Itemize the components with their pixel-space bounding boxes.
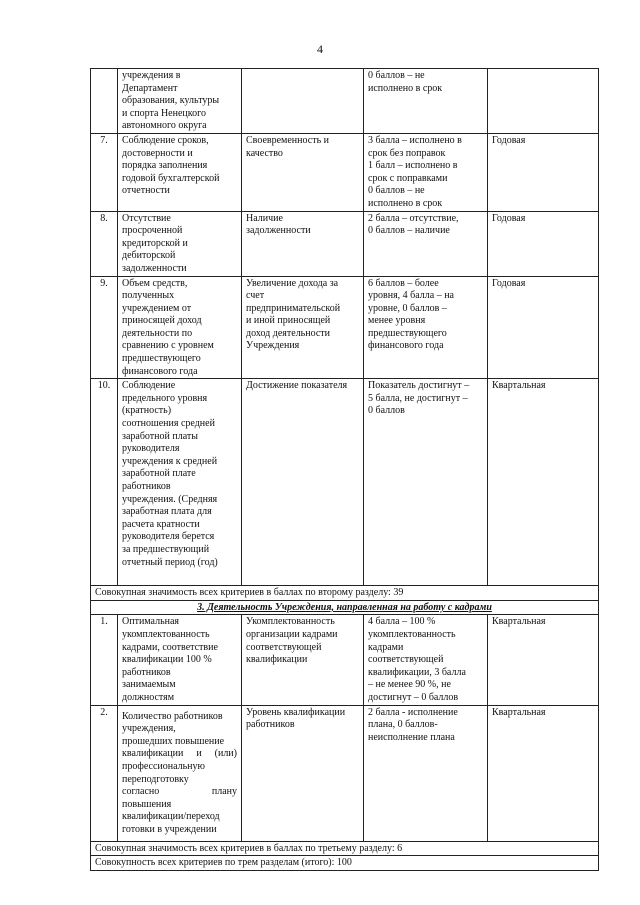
period-cell [488,69,599,134]
score-cell: 2 балла - исполнение плана, 0 баллов- неисполнение плана [364,705,488,841]
row-number: 7. [91,133,118,211]
summary-row [91,856,599,871]
section-title-row [91,600,599,615]
criterion-cell: Отсутствие просроченной кредиторской и дебиторской задолженности [118,211,242,276]
row-number: 2. [91,705,118,841]
criterion-line: учреждения, [122,723,176,735]
criterion-cell [118,705,242,841]
total-summary: Совокупность всех критериев по трем разделам (итого): 100 [91,856,599,871]
period-cell: Годовая [488,276,599,379]
score-cell: 3 балла – исполнено в срок без поправок 1 балл – исполнено в срок с поправками 0 баллов – не исполнено в срок [364,133,488,211]
criteria-table [90,68,599,871]
indicator-cell: Укомплектованность организации кадрами соответствующей квалификации [242,615,364,705]
row-number: 1. [91,615,118,705]
summary-row [91,586,599,601]
row-number: 9. [91,276,118,379]
row-number [91,69,118,134]
table-row [91,69,599,134]
indicator-cell: Своевременность и качество [242,133,364,211]
criterion-line: профессиональную [122,760,205,772]
row-number: 8. [91,211,118,276]
criterion-line: прошедших повышение [122,735,225,747]
page-number: 4 [317,42,323,56]
indicator-cell: Уровень квалификации работников [242,705,364,841]
criterion-line: готовки в учреждении [122,823,217,835]
criterion-line: повышения [122,798,172,810]
period-cell: Квартальная [488,615,599,705]
score-cell: 0 баллов – не исполнено в срок [364,69,488,134]
indicator-cell [242,69,364,134]
criterion-cell: учреждения в Департамент образования, культуры и спорта Ненецкого автономного округа [118,69,242,134]
criterion-cell: Соблюдение предельного уровня (кратность) соотношения средней заработной платы руководителя учреждения к средней заработной плате работников учреждения. (Средняя заработная плата для расчета кратности руководителя берется за предшествующий отчетный период (год) [118,379,242,586]
indicator-cell: Достижение показателя [242,379,364,586]
table-row [91,705,599,841]
criterion-line: Количество работников [122,710,223,722]
period-cell: Годовая [488,133,599,211]
criterion-line: квалификации/переход [122,811,220,823]
table-row [91,276,599,379]
criterion-cell: Объем средств, полученных учреждением от приносящей доход деятельности по сравнению с уровнем предшествующего финансового года [118,276,242,379]
score-cell: 4 балла – 100 % укомплектованность кадрами соответствующей квалификации, 3 балла – не менее 90 %, не достигнут – 0 баллов [364,615,488,705]
score-cell: 6 баллов – более уровня, 4 балла – на уровне, 0 баллов – менее уровня предшествующего финансового года [364,276,488,379]
table-row [91,133,599,211]
criterion-line: согласно плану [122,786,237,798]
section3-summary: Совокупная значимость всех критериев в баллах по третьему разделу: 6 [91,841,599,856]
criterion-line: переподготовку [122,773,189,785]
criterion-line: квалификации и (или) [122,748,237,760]
period-cell: Годовая [488,211,599,276]
period-cell: Квартальная [488,379,599,586]
indicator-cell: Наличие задолженности [242,211,364,276]
table-row [91,211,599,276]
table-row [91,379,599,586]
criterion-cell: Оптимальная укомплектованность кадрами, соответствие квалификации 100 % работников занимаемым должностям [118,615,242,705]
row-number: 10. [91,379,118,586]
summary-row [91,841,599,856]
score-cell: 2 балла – отсутствие, 0 баллов – наличие [364,211,488,276]
criterion-cell: Соблюдение сроков, достоверности и порядка заполнения годовой бухгалтерской отчетности [118,133,242,211]
section2-summary: Совокупная значимость всех критериев в баллах по второму разделу: 39 [91,586,599,601]
period-cell: Квартальная [488,705,599,841]
section3-title: 3. Деятельность Учреждения, направленная на работу с кадрами [91,600,599,615]
score-cell: Показатель достигнут – 5 балла, не достигнут – 0 баллов [364,379,488,586]
indicator-cell: Увеличение дохода за счет предпринимательской и иной приносящей доход деятельности Учреждения [242,276,364,379]
table-row [91,615,599,705]
